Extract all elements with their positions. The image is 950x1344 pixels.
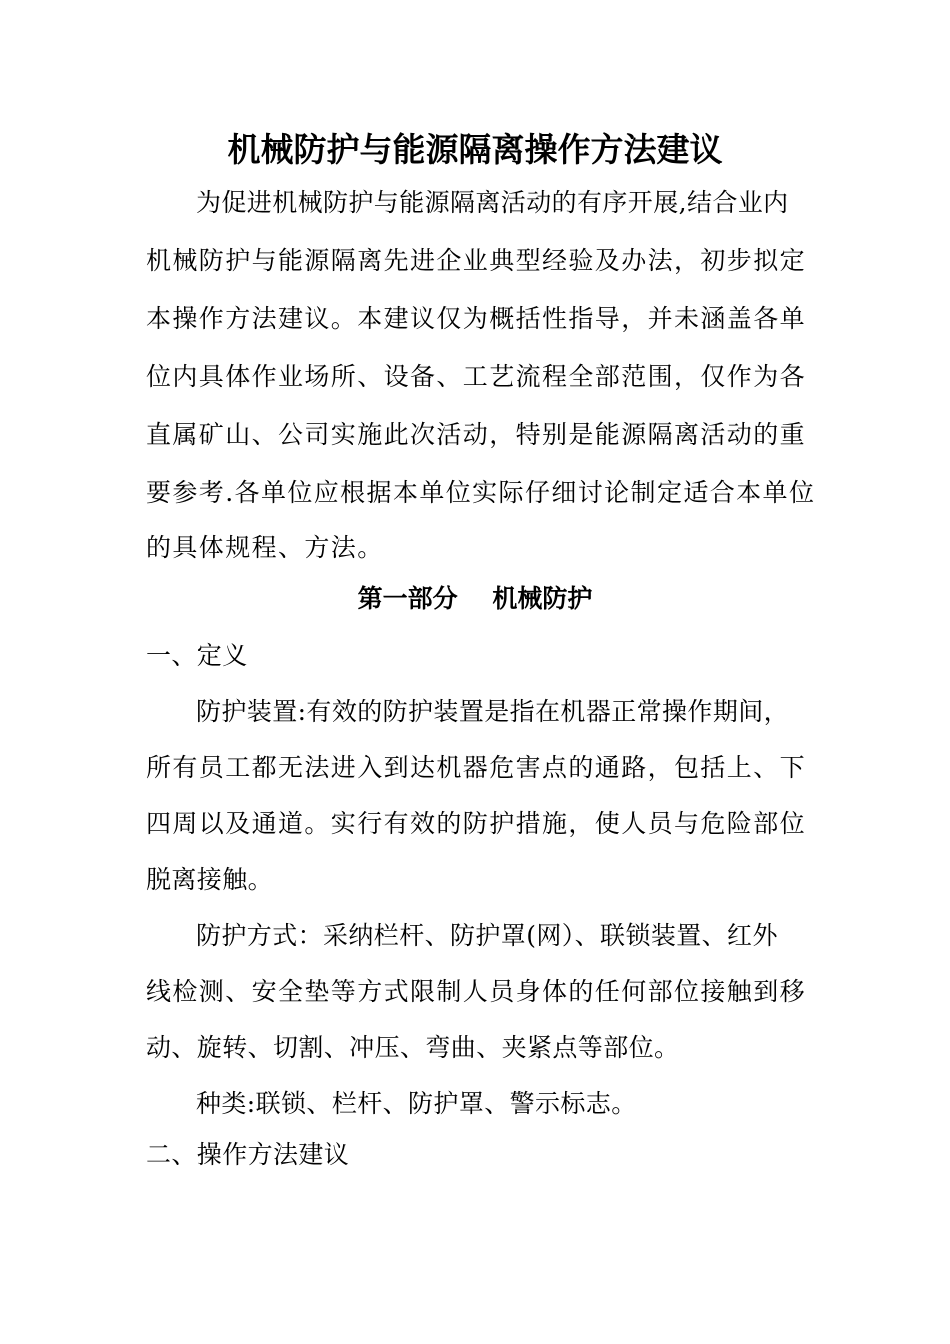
intro-line-2: 机械防护与能源隔离先进企业典型经验及办法，初步拟定 xyxy=(146,246,807,275)
intro-line-6: 要参考.各单位应根据本单位实际仔细讨论制定适合本单位 xyxy=(146,478,816,507)
guard-device-line-2: 所有员工都无法进入到达机器危害点的通路，包括上、下 xyxy=(146,753,807,782)
document-title: 机械防护与能源隔离操作方法建议 xyxy=(227,130,723,169)
intro-line-3: 本操作方法建议。本建议仅为概括性指导，并未涵盖各单 xyxy=(146,304,807,333)
part-one-title: 第一部分 机械防护 xyxy=(357,584,593,613)
guard-device-line-1: 防护装置:有效的防护装置是指在机器正常操作期间， xyxy=(196,697,790,726)
intro-line-7: 的具体规程、方法。 xyxy=(146,533,384,562)
intro-line-4: 位内具体作业场所、设备、工艺流程全部范围，仅作为各 xyxy=(146,362,807,391)
guard-method-line-3: 动、旋转、切割、冲压、弯曲、夹紧点等部位。 xyxy=(146,1033,680,1062)
guard-device-line-4: 脱离接触。 xyxy=(146,865,274,894)
heading-definition: 一、定义 xyxy=(146,641,248,670)
intro-line-5: 直属矿山、公司实施此次活动，特别是能源隔离活动的重 xyxy=(146,420,807,449)
types-line: 种类:联锁、栏杆、防护罩、警示标志。 xyxy=(196,1089,637,1118)
guard-device-line-3: 四周以及通道。实行有效的防护措施，使人员与危险部位 xyxy=(146,809,807,838)
guard-method-line-2: 线检测、安全垫等方式限制人员身体的任何部位接触到移 xyxy=(146,977,807,1006)
heading-operation: 二、操作方法建议 xyxy=(146,1140,350,1169)
intro-line-1: 为促进机械防护与能源隔离活动的有序开展,结合业内 xyxy=(196,188,789,217)
guard-method-line-1: 防护方式：采纳栏杆、防护罩(网）、联锁装置、红外 xyxy=(196,921,778,950)
